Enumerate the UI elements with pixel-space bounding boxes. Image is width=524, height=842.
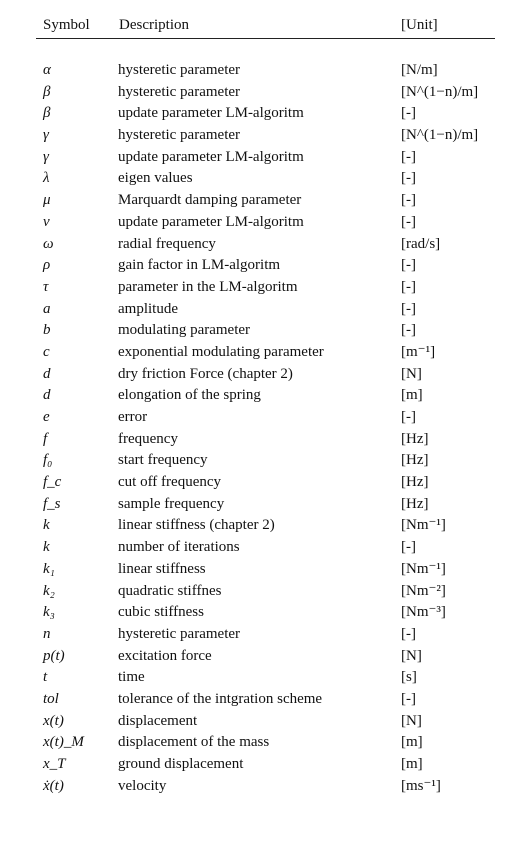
table-row	[0, 125, 524, 147]
symbol-cell: ν	[43, 213, 50, 230]
symbol-cell: ẋ(t)	[43, 777, 64, 794]
description-cell: exponential modulating parameter	[118, 343, 324, 360]
table-row	[0, 212, 524, 234]
unit-cell: [m]	[401, 756, 423, 772]
description-cell: cut off frequency	[118, 474, 222, 491]
table-row	[0, 689, 524, 711]
table-row	[0, 277, 524, 299]
symbol-cell: d	[43, 365, 51, 382]
unit-cell: [ms⁻¹]	[401, 777, 441, 794]
description-cell: hysteretic parameter	[118, 625, 241, 642]
description-cell: hysteretic parameter	[118, 83, 241, 100]
symbol-cell: β	[43, 83, 51, 100]
table-row	[0, 450, 524, 472]
table-row	[0, 60, 524, 82]
symbol-cell: f₀	[43, 452, 53, 469]
description-cell: eigen values	[118, 170, 193, 187]
symbol-cell: f_c	[43, 474, 62, 491]
symbol-cell: p(t)	[43, 647, 65, 664]
header-rule	[36, 38, 495, 39]
table-row	[0, 776, 524, 798]
description-cell: excitation force	[118, 647, 212, 664]
unit-cell: [m⁻¹]	[401, 343, 436, 360]
unit-cell: [-]	[401, 105, 416, 122]
unit-cell: [N^(1−n)/m]	[401, 127, 479, 144]
table-row	[0, 385, 524, 407]
symbol-cell: b	[43, 322, 51, 339]
description-cell: radial frequency	[118, 235, 216, 252]
table-row	[0, 581, 524, 603]
symbol-cell: λ	[43, 170, 50, 187]
table-row	[0, 667, 524, 689]
unit-cell: [m]	[401, 387, 423, 404]
unit-cell: [Nm⁻²]	[401, 582, 446, 599]
table-row	[0, 646, 524, 668]
unit-cell: [N]	[401, 647, 422, 664]
description-cell: update parameter LM-algoritm	[118, 148, 304, 165]
description-cell: linear stiffness (chapter 2)	[118, 517, 275, 534]
description-cell: sample frequency	[118, 495, 225, 512]
symbol-cell: k₃	[43, 604, 55, 621]
symbol-cell: ω	[43, 235, 54, 252]
header-symbol: Symbol	[43, 17, 90, 33]
table-row	[0, 624, 524, 646]
unit-cell: [Nm⁻¹]	[401, 517, 446, 534]
symbol-cell: t	[43, 669, 48, 686]
unit-cell: [-]	[401, 300, 416, 317]
description-cell: ground displacement	[118, 756, 244, 772]
symbol-cell: μ	[43, 192, 51, 209]
table-row	[0, 494, 524, 516]
description-cell: linear stiffness	[118, 560, 206, 577]
symbol-cell: β	[43, 105, 51, 122]
header-description: Description	[119, 17, 189, 33]
symbol-cell: k₂	[43, 582, 55, 599]
unit-cell: [m]	[401, 734, 423, 751]
unit-cell: [-]	[401, 690, 416, 707]
table-row	[0, 537, 524, 559]
unit-cell: [-]	[401, 213, 416, 230]
symbol-cell: a	[43, 300, 51, 317]
description-cell: start frequency	[118, 452, 208, 469]
unit-cell: [-]	[401, 192, 416, 209]
unit-cell: [-]	[401, 539, 416, 556]
symbol-table	[0, 60, 524, 797]
table-row	[0, 147, 524, 169]
header-unit: [Unit]	[401, 17, 438, 33]
unit-cell: [-]	[401, 170, 416, 187]
description-cell: dry friction Force (chapter 2)	[118, 365, 293, 382]
table-row	[0, 299, 524, 321]
table-row	[0, 429, 524, 451]
description-cell: number of iterations	[118, 539, 240, 556]
table-row	[0, 602, 524, 624]
symbol-cell: γ	[43, 127, 49, 144]
table-row	[0, 559, 524, 581]
description-cell: velocity	[118, 777, 167, 794]
table-row	[0, 168, 524, 190]
table-row	[0, 515, 524, 537]
description-cell: update parameter LM-algoritm	[118, 105, 304, 122]
unit-cell: [Hz]	[401, 452, 429, 469]
description-cell: parameter in the LM-algoritm	[118, 278, 298, 295]
unit-cell: [Nm⁻¹]	[401, 560, 446, 577]
description-cell: hysteretic parameter	[118, 127, 241, 144]
description-cell: cubic stiffness	[118, 604, 204, 621]
unit-cell: [s]	[401, 669, 417, 686]
symbol-cell: τ	[43, 278, 49, 295]
description-cell: hysteretic parameter	[118, 62, 241, 78]
unit-cell: [rad/s]	[401, 235, 441, 252]
description-cell: error	[118, 409, 148, 425]
unit-cell: [-]	[401, 278, 416, 295]
table-row	[0, 255, 524, 277]
unit-cell: [N^(1−n)/m]	[401, 83, 479, 100]
symbol-cell: x(t)_M	[43, 734, 84, 751]
table-row	[0, 364, 524, 386]
table-row	[0, 407, 524, 429]
unit-cell: [-]	[401, 257, 416, 274]
unit-cell: [N/m]	[401, 62, 438, 78]
symbol-cell: d	[43, 387, 51, 404]
description-cell: update parameter LM-algoritm	[118, 213, 304, 230]
description-cell: frequency	[118, 430, 178, 447]
symbol-cell: f	[43, 430, 48, 447]
description-cell: tolerance of the intgration scheme	[118, 690, 323, 707]
table-row	[0, 190, 524, 212]
unit-cell: [N]	[401, 365, 422, 382]
unit-cell: [Hz]	[401, 474, 429, 491]
symbol-cell: c	[43, 343, 50, 360]
symbol-cell: k	[43, 539, 50, 556]
description-cell: displacement	[118, 712, 198, 729]
table-row	[0, 472, 524, 494]
symbol-cell: α	[43, 62, 51, 78]
table-row	[0, 82, 524, 104]
symbol-cell: tol	[43, 690, 59, 707]
symbol-cell: ρ	[43, 257, 51, 274]
unit-cell: [-]	[401, 625, 416, 642]
unit-cell: [Hz]	[401, 430, 429, 447]
symbol-cell: f_s	[43, 495, 61, 512]
table-row	[0, 320, 524, 342]
unit-cell: [-]	[401, 322, 416, 339]
unit-cell: [-]	[401, 409, 416, 425]
symbol-cell: e	[43, 409, 50, 425]
symbol-cell: k₁	[43, 560, 55, 577]
symbol-cell: x(t)	[43, 712, 64, 729]
table-row	[0, 732, 524, 754]
unit-cell: [N]	[401, 712, 422, 729]
description-cell: quadratic stiffnes	[118, 582, 222, 599]
table-row	[0, 342, 524, 364]
table-row	[0, 711, 524, 733]
description-cell: gain factor in LM-algoritm	[118, 257, 281, 274]
description-cell: modulating parameter	[118, 322, 251, 339]
description-cell: displacement of the mass	[118, 734, 270, 751]
description-cell: Marquardt damping parameter	[118, 192, 302, 209]
description-cell: amplitude	[118, 300, 178, 317]
symbol-cell: γ	[43, 148, 49, 165]
description-cell: elongation of the spring	[118, 387, 261, 404]
table-header	[38, 16, 496, 38]
table-row	[0, 754, 524, 776]
unit-cell: [Nm⁻³]	[401, 604, 446, 621]
description-cell: time	[118, 669, 145, 686]
table-row	[0, 103, 524, 125]
unit-cell: [Hz]	[401, 495, 429, 512]
symbol-cell: k	[43, 517, 50, 534]
table-row	[0, 234, 524, 256]
symbol-cell: x_T	[43, 756, 66, 772]
unit-cell: [-]	[401, 148, 416, 165]
symbol-cell: n	[43, 625, 51, 642]
